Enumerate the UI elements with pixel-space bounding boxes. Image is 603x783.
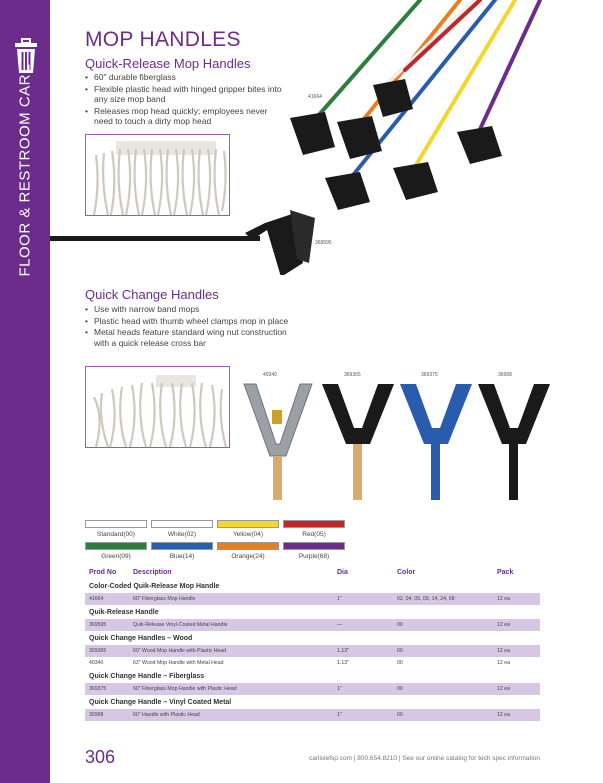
header-description: Description — [133, 568, 172, 576]
table-group-title: Quick Change Handle – Vinyl Coated Metal — [89, 698, 232, 706]
table-header — [85, 565, 540, 579]
table-row — [85, 657, 540, 669]
header-prod-no: Prod No — [89, 568, 117, 576]
cell-dia: 1.13" — [337, 648, 349, 654]
cell-description: 60" Fiberglass Mop Handle with Plastic Head — [133, 686, 237, 692]
quick-change-heading: Quick Change Handles — [85, 287, 219, 302]
table-group-title: Color-Coded Quik-Release Mop Handle — [89, 582, 220, 590]
cell-color: 00 — [397, 648, 403, 654]
bullet-item: • Flexible plastic head with hinged gripper bites into any size mop band — [85, 84, 285, 105]
metal-head-handle-image — [238, 380, 318, 500]
sku-label: 40340 — [263, 372, 277, 378]
cell-pack: 12 ea — [497, 660, 510, 666]
cell-description: 63" Wood Mop Handle with Metal Head — [133, 660, 224, 666]
cell-description: Quik-Release Vinyl-Coated Metal Handle — [133, 622, 228, 628]
cell-prod-no: 369595 — [89, 622, 107, 628]
cell-pack: 12 ea — [497, 596, 510, 602]
swatch-orange — [217, 542, 279, 550]
swatch-standard — [85, 520, 147, 528]
table-row — [85, 709, 540, 721]
cell-pack: 12 ea — [497, 712, 510, 718]
footer-contact: carlislefsp.com | 800.654.8210 | See our online catalog for tech spec information — [308, 755, 540, 762]
fiberglass-plastic-head-handle-image — [396, 380, 476, 500]
cell-pack: 12 ea — [497, 686, 510, 692]
section-sidebar: FLOOR & RESTROOM CARE — [0, 0, 50, 783]
bullet-item: • 60" durable fiberglass — [85, 72, 285, 83]
cell-pack: 12 ea — [497, 622, 510, 628]
cell-description: 60" Handle with Plastic Head — [133, 712, 200, 718]
cell-color: 00 — [397, 686, 403, 692]
cell-color: 00 — [397, 712, 403, 718]
cell-description: 60" Wood Mop Handle with Plastic Head — [133, 648, 227, 654]
wood-plastic-head-handle-image — [318, 380, 398, 500]
sku-label: 369375 — [421, 372, 438, 378]
page-title: MOP HANDLES — [85, 28, 241, 51]
cell-dia: 1.13" — [337, 660, 349, 666]
sku-label: 36968 — [498, 372, 512, 378]
cell-dia: 1" — [337, 596, 342, 602]
colored-handles-image — [285, 0, 555, 215]
page-number: 306 — [85, 747, 116, 767]
table-row — [85, 593, 540, 605]
mop-head-photo — [85, 134, 230, 216]
quick-release-bullets — [85, 72, 285, 128]
spec-table — [85, 565, 540, 721]
narrow-band-mop-photo — [85, 366, 230, 448]
swatch-yellow — [217, 520, 279, 528]
table-group-title: Quick Change Handle – Fiberglass — [89, 672, 205, 680]
table-row — [85, 683, 540, 695]
cell-color: 02, 04, 05, 09, 14, 24, 68 — [397, 596, 455, 602]
cell-dia: — — [337, 622, 343, 628]
cell-color: 00 — [397, 622, 403, 628]
mop-head-image — [86, 367, 230, 448]
header-pack: Pack — [497, 568, 514, 576]
cell-pack: 12 ea — [497, 648, 510, 654]
cell-prod-no: 41664 — [89, 596, 104, 602]
bullet-item: • Releases mop head quickly; employees never need to touch a dirty mop head — [85, 106, 285, 127]
swatch-label: Red(05) — [302, 531, 326, 538]
color-swatches — [85, 520, 347, 564]
quick-change-bullets — [85, 304, 290, 349]
bullet-item: • Metal heads feature standard wing nut construction with a quick release cross bar — [85, 327, 290, 348]
vinyl-handle-image — [50, 205, 325, 275]
swatch-label: Purple(68) — [298, 553, 330, 560]
table-row — [85, 619, 540, 631]
swatch-blue — [151, 542, 213, 550]
swatch-red — [283, 520, 345, 528]
sku-label: 41664 — [308, 94, 322, 100]
header-color: Color — [397, 568, 416, 576]
swatch-label: Orange(24) — [231, 553, 265, 560]
cell-description: 60" Fiberglass Mop Handle — [133, 596, 196, 602]
sku-label: 369595 — [315, 240, 332, 246]
sku-label: 369365 — [344, 372, 361, 378]
swatch-white — [151, 520, 213, 528]
vinyl-plastic-head-handle-image — [474, 380, 554, 500]
swatch-label: Yellow(04) — [232, 531, 264, 538]
bullet-item: • Use with narrow band mops — [85, 304, 290, 315]
table-group-title: Quik-Release Handle — [89, 608, 159, 616]
mop-head-image — [86, 135, 230, 216]
swatch-label: Blue(14) — [169, 553, 195, 560]
cell-prod-no: 369375 — [89, 686, 107, 692]
cell-prod-no: 369365 — [89, 648, 107, 654]
header-dia: Dia — [337, 568, 348, 576]
cell-prod-no: 40340 — [89, 660, 104, 666]
swatch-green — [85, 542, 147, 550]
cell-dia: 1" — [337, 686, 342, 692]
swatch-label: White(02) — [167, 531, 197, 538]
table-row — [85, 645, 540, 657]
table-group-title: Quick Change Handles – Wood — [89, 634, 193, 642]
swatch-label: Standard(00) — [97, 531, 135, 538]
cell-color: 00 — [397, 660, 403, 666]
cell-prod-no: 36968 — [89, 712, 104, 718]
swatch-label: Green(09) — [101, 553, 131, 560]
quick-release-heading: Quick-Release Mop Handles — [85, 56, 251, 71]
cell-dia: 1" — [337, 712, 342, 718]
swatch-purple — [283, 542, 345, 550]
bullet-item: • Plastic head with thumb wheel clamps mop in place — [85, 316, 290, 327]
